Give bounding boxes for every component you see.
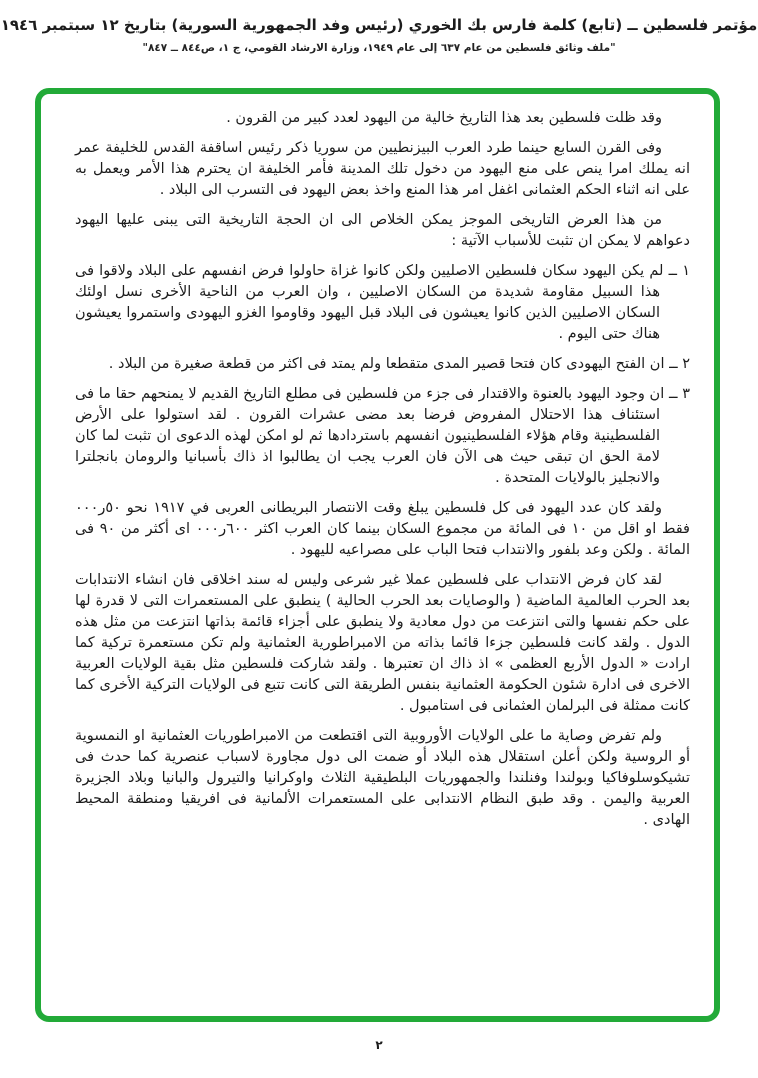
paragraph: لقد كان فرض الانتداب على فلسطين عملا غير شرعى وليس له سند اخلاقى فان انشاء الانتدابات بعد الحرب العالمية الماضية ( والوصايات بعد الحرب الحالية ) ينطبق على المستعمرات التى لا قدرة لها على حكم نفسها والتى انتزعت من دول معادية ولا ينطبق على أجزاء قائمة بذاتها انتزعت من مثل هذه الدول . ولقد كانت فلسطين جزءا قائما بذاته من الامبراطورية العثمانية ولم تكن مستعمرة تركية كما ارادت « الدول الأربع العظمى » اذ ذاك ان تعتبرها . ولقد شاركت فلسطين مثل بقية الولايات العربية الاخرى فى ادارة شئون الحكومة العثمانية بنفس الطريقة التى كانت تتبع فى الولايات التركية الأخرى كما كانت ممثلة فى البرلمان العثمانى فى استامبول .	[75, 572, 690, 714]
document-body	[41, 94, 714, 1016]
item-number: ٢ ــ	[669, 356, 690, 372]
item-number: ١ ــ	[668, 263, 691, 279]
page-number: ٢	[375, 1038, 383, 1052]
paragraph: ولم تفرض وصاية ما على الولايات الأوروبية التى اقتطعت من الامبراطوريات العثمانية او النمسوية أو الروسية ولكن أعلن استقلال هذه البلاد أو ضمت الى دول مجاورة لاسباب عنصرية كما حدث فى تشيكوسلوفاكيا وبولندا وفنلندا والجمهوريات البلطيقية الثلاث واوكرانيا والتيرول والبانيا وبلاد الجزيرة العربية واليمن . وقد طبق النظام الانتدابى على المستعمرات الألمانية فى افريقيا ومنطقة المحيط الهادى .	[75, 728, 690, 828]
numbered-item-1	[75, 261, 690, 345]
paragraph: من هذا العرض التاريخى الموجز يمكن الخلاص الى ان الحجة التاريخية التى يبنى عليها اليهود دعواهم لا يمكن ان تثبت للأسباب الآتية :	[75, 212, 690, 249]
green-border-frame	[35, 88, 720, 1022]
paragraph: وقد ظلت فلسطين بعد هذا التاريخ خالية من اليهود لعدد كبير من القرون .	[226, 110, 662, 126]
document-source-citation: "ملف وثائق فلسطين من عام ٦٣٧ إلى عام ١٩٤٩، وزارة الارشاد القومي، ج ١، ص٨٤٤ ــ ٨٤٧"	[142, 41, 616, 54]
paragraph: وفى القرن السابع حينما طرد العرب البيزنطيين من سوريا ذكر رئيس اساقفة القدس للخليفة عمر انه يملك امرا ينص على منع اليهود من دخول تلك المدينة فأمر الخليفة ان يحترم هذا الأمر ويعمل به على انه اثناء الحكم العثمانى اغفل امر هذا المنع واخذ بعض اليهود فى التسرب الى البلاد .	[75, 140, 690, 198]
item-text: ان وجود اليهود بالعنوة والاقتدار فى جزء من فلسطين فى مطلع التاريخ القديم لا يمنحهم حقا ما فى استئناف هذا الاحتلال المفروض فرضا بعد مضى عشرات القرون . لقد استولوا على الأرض الفلسطينية وقام هؤلاء الفلسطينيون انفسهم باستردادها ثم لو امكن لهذه الدعوى ان تثبت لما كان لامة الحق ان تبقى حيث هى الآن فان العرب يجب ان يطالبوا اذ ذاك بأسبانيا والرومان بانجلترا والانجليز بالولايات المتحدة .	[75, 386, 665, 486]
item-number: ٣ ــ	[668, 386, 690, 402]
page-header	[0, 14, 758, 54]
paragraph: ولقد كان عدد اليهود فى كل فلسطين يبلغ وقت الانتصار البريطانى العربى في ١٩١٧ نحو ٥٠ر٠٠٠ فقط او اقل من ١٠ فى المائة من مجموع السكان بينما كان العرب اكثر ٦٠٠ر٠٠٠ اى أكثر من ٩٠ فى المائة . ولكن وعد بلفور والانتداب فتحا الباب على مصراعيه لليهود .	[75, 500, 690, 558]
item-text: لم يكن اليهود سكان فلسطين الاصليين ولكن كانوا غزاة حاولوا فرض انفسهم على البلاد ولاقوا فى هذا السبيل مقاومة شديدة من السكان الاصليين ، وان العرب من الناحية الأخرى نسل اولئك السكان الاصليين الذين كانوا يعيشون فى البلاد قبل اليهود وقاوموا الغزو اليهودى واستمروا يعيشون هناك حتى اليوم .	[75, 263, 664, 342]
numbered-item-3	[75, 384, 690, 489]
page-footer	[0, 1038, 758, 1052]
item-text: ان الفتح اليهودى كان فتحا قصير المدى متقطعا ولم يمتد فى اكثر من قطعة صغيرة من البلاد .	[108, 356, 665, 372]
numbered-item-2	[75, 354, 690, 375]
document-title: مؤتمر فلسطين ــ (تابع) كلمة فارس بك الخوري (رئيس وفد الجمهورية السورية) بتاريخ ١٢ سبتمبر ١٩٤٦	[0, 16, 758, 34]
